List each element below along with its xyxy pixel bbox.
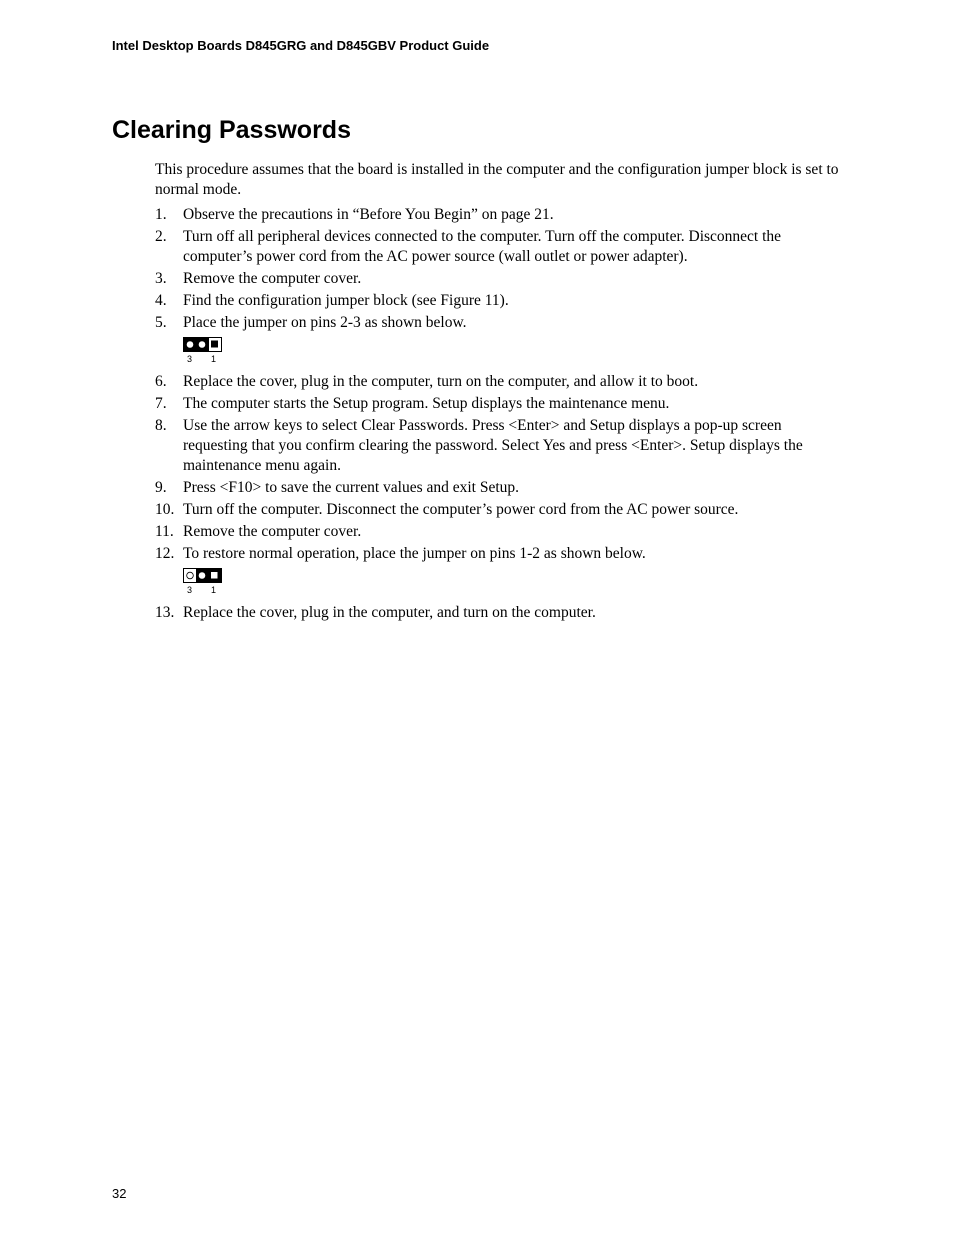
list-item [155,291,845,311]
jumper-block-icon [183,337,223,353]
step-text: Use the arrow keys to select Clear Passwords. Press <Enter> and Setup displays a pop-up screen requesting that you confirm clearing the password. Select Yes and press <Enter>. Setup displays the maintenance menu again. [183,417,803,474]
list-item [155,544,845,564]
step-text: Replace the cover, plug in the computer, turn on the computer, and allow it to boot. [183,373,699,390]
step-number: 5. [155,314,167,331]
step-number: 9. [155,479,167,496]
list-item [155,500,845,520]
list-item [155,313,845,333]
step-text: Replace the cover, plug in the computer, and turn on the computer. [183,604,596,621]
list-item [155,372,845,392]
running-header: Intel Desktop Boards D845GRG and D845GBV Product Guide [112,38,490,53]
jumper-block-icon [183,568,223,584]
step-number: 13. [155,604,175,621]
step-text: Remove the computer cover. [183,523,362,540]
section-title: Clearing Passwords [112,116,351,144]
list-item [155,227,845,267]
jumper-figure-pins-1-2 [183,568,845,598]
step-number: 12. [155,545,175,562]
list-item [155,416,845,476]
step-text: Turn off all peripheral devices connected to the computer. Turn off the computer. Disconnect the computer’s power cord from the AC power source (wall outlet or power adapter). [183,228,782,265]
step-text: Remove the computer cover. [183,270,362,287]
step-number: 11. [155,523,174,540]
step-text: To restore normal operation, place the jumper on pins 1-2 as shown below. [183,545,646,562]
list-item [155,603,845,623]
step-text: Turn off the computer. Disconnect the computer’s power cord from the AC power source. [183,501,739,518]
step-number: 8. [155,417,167,434]
page-number: 32 [112,1186,127,1201]
step-number: 10. [155,501,175,518]
step-text: Press <F10> to save the current values and exit Setup. [183,479,520,496]
pin-label-3: 3 [187,354,193,364]
intro-paragraph: This procedure assumes that the board is installed in the computer and the configuration jumper block is set to normal mode. [155,161,839,198]
step-text: The computer starts the Setup program. Setup displays the maintenance menu. [183,395,670,412]
list-item [155,205,845,225]
step-number: 2. [155,228,167,245]
step-text: Place the jumper on pins 2-3 as shown below. [183,314,467,331]
list-item [155,394,845,414]
pin-label-3: 3 [187,585,193,595]
step-number: 7. [155,395,167,412]
steps-list [155,205,845,625]
list-item [155,522,845,542]
list-item [155,478,845,498]
step-number: 6. [155,373,167,390]
jumper-figure-pins-2-3 [183,337,845,367]
pin-label-1: 1 [211,354,217,364]
step-text: Find the configuration jumper block (see Figure 11). [183,292,509,309]
pin-label-1: 1 [211,585,217,595]
step-number: 3. [155,270,167,287]
step-number: 4. [155,292,167,309]
step-number: 1. [155,206,167,223]
step-text: Observe the precautions in “Before You Begin” on page 21. [183,206,554,223]
list-item [155,269,845,289]
